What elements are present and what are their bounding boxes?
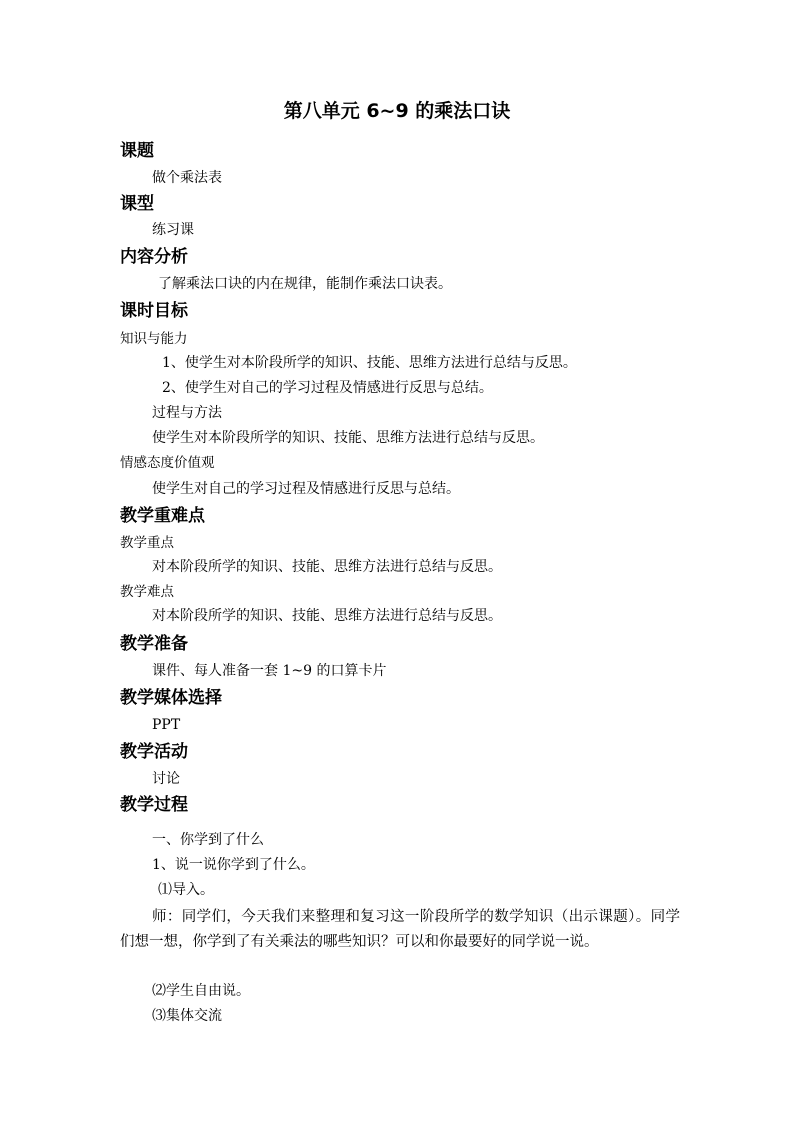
process-item-2: ⑵学生自由说。 — [152, 983, 250, 999]
teacher-paragraph: 师：同学们，今天我们来整理和复习这一阶段所学的数学知识（出示课题）。同学们想一想，你学到了有关乘法的哪些知识？可以和你最要好的同学说一说。 — [120, 909, 680, 950]
knowledge-label: 知识与能力 — [120, 331, 188, 347]
preparation-text: 课件、每人准备一套 1~9 的口算卡片 — [152, 663, 387, 679]
emotion-text: 使学生对自己的学习过程及情感进行反思与总结。 — [152, 481, 460, 497]
activity-text: 讨论 — [152, 771, 180, 787]
focus-text: 对本阶段所学的知识、技能、思维方法进行总结与反思。 — [152, 559, 502, 575]
knowledge-item-1: 1、使学生对本阶段所学的知识、技能、思维方法进行总结与反思。 — [162, 355, 577, 371]
difficulty-text: 对本阶段所学的知识、技能、思维方法进行总结与反思。 — [152, 608, 502, 624]
type-text: 练习课 — [152, 222, 194, 238]
topic-text: 做个乘法表 — [152, 170, 222, 186]
heading-analysis: 内容分析 — [120, 247, 188, 267]
difficulty-label: 教学难点 — [120, 584, 174, 600]
process-step-1-1: 1、说一说你学到了什么。 — [152, 857, 315, 873]
document-title: 第八单元 6~9 的乘法口诀 — [283, 100, 511, 122]
heading-preparation: 教学准备 — [120, 634, 188, 654]
media-text: PPT — [152, 717, 181, 733]
process-step-1: 一、你学到了什么 — [152, 832, 264, 848]
heading-topic: 课题 — [120, 141, 154, 161]
heading-process: 教学过程 — [120, 795, 188, 815]
knowledge-item-2: 2、使学生对自己的学习过程及情感进行反思与总结。 — [162, 380, 493, 396]
process-method-label: 过程与方法 — [152, 405, 222, 421]
heading-activity: 教学活动 — [120, 742, 188, 762]
process-item-1: ⑴导入。 — [158, 882, 214, 898]
heading-objectives: 课时目标 — [120, 301, 188, 321]
heading-type: 课型 — [120, 194, 154, 214]
heading-media: 教学媒体选择 — [120, 688, 222, 708]
process-item-3: ⑶集体交流 — [152, 1008, 222, 1024]
heading-key-points: 教学重难点 — [120, 506, 205, 526]
emotion-label: 情感态度价值观 — [120, 455, 215, 471]
process-method-text: 使学生对本阶段所学的知识、技能、思维方法进行总结与反思。 — [152, 430, 544, 446]
analysis-text: 了解乘法口诀的内在规律，能制作乘法口诀表。 — [158, 276, 452, 292]
focus-label: 教学重点 — [120, 535, 174, 551]
